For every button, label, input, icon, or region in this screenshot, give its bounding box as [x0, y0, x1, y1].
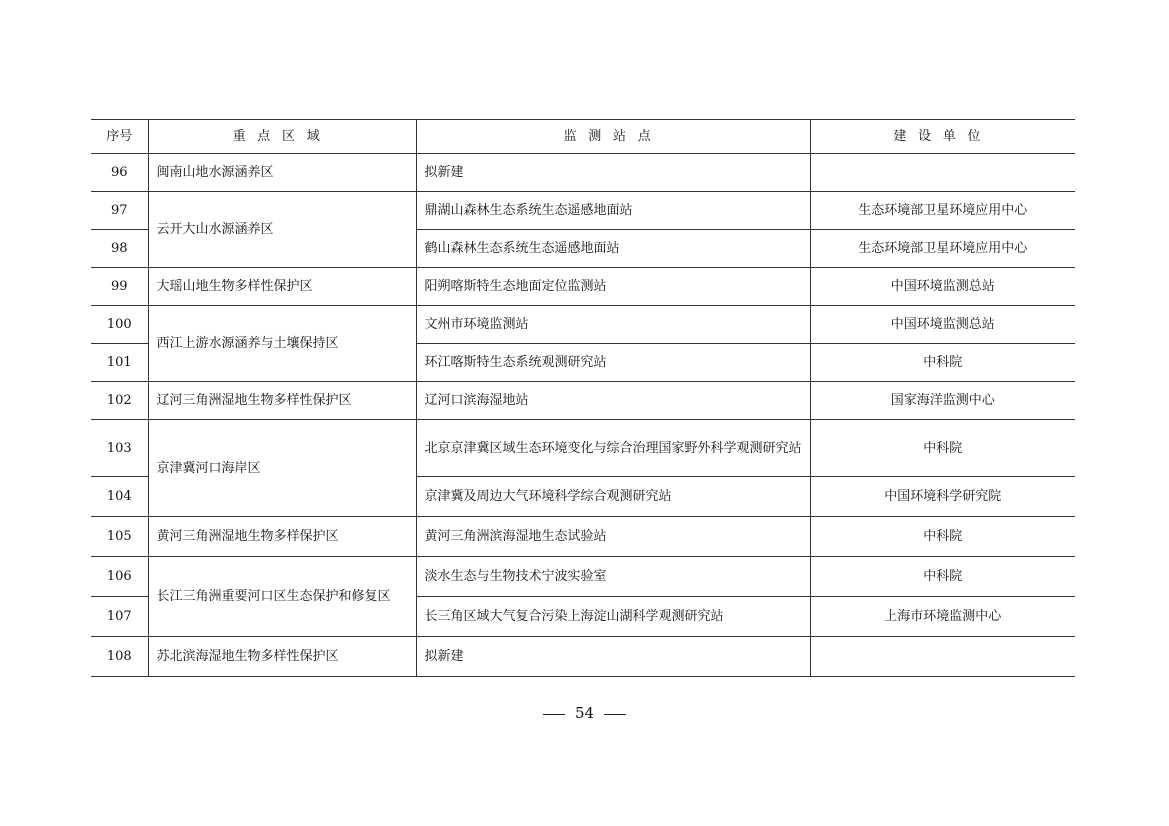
- row-number: 104: [91, 477, 148, 517]
- row-org: 中科院: [810, 557, 1075, 597]
- table-header-row: [91, 120, 1075, 154]
- row-station: 京津冀及周边大气环境科学综合观测研究站: [416, 477, 810, 517]
- row-station: 拟新建: [416, 154, 810, 192]
- table-row: [91, 268, 1075, 306]
- row-region: 西江上游水源涵养与土壤保持区: [148, 306, 416, 382]
- row-region: 辽河三角洲湿地生物多样性保护区: [148, 382, 416, 420]
- row-org: 中国环境监测总站: [810, 306, 1075, 344]
- row-station: 辽河口滨海湿地站: [416, 382, 810, 420]
- page-footer: [0, 704, 1169, 722]
- header-region: 重点区域: [148, 120, 416, 154]
- header-num: 序号: [91, 120, 148, 154]
- row-org: 上海市环境监测中心: [810, 597, 1075, 637]
- header-org: 建设单位: [810, 120, 1075, 154]
- row-station: 拟新建: [416, 637, 810, 677]
- row-station: 文州市环境监测站: [416, 306, 810, 344]
- row-region: 大瑶山地生物多样性保护区: [148, 268, 416, 306]
- row-region: 苏北滨海湿地生物多样性保护区: [148, 637, 416, 677]
- row-number: 106: [91, 557, 148, 597]
- page-number: 54: [574, 704, 595, 722]
- row-station: 淡水生态与生物技术宁波实验室: [416, 557, 810, 597]
- row-region: 闽南山地水源涵养区: [148, 154, 416, 192]
- row-number: 99: [91, 268, 148, 306]
- row-org: 中国环境科学研究院: [810, 477, 1075, 517]
- table-row: [91, 557, 1075, 597]
- row-station: 鹤山森林生态系统生态遥感地面站: [416, 230, 810, 268]
- row-org: 中科院: [810, 517, 1075, 557]
- row-region: 黄河三角洲湿地生物多样保护区: [148, 517, 416, 557]
- table-row: [91, 306, 1075, 344]
- row-org: 生态环境部卫星环境应用中心: [810, 230, 1075, 268]
- table-row: [91, 420, 1075, 477]
- row-org: [810, 154, 1075, 192]
- row-number: 102: [91, 382, 148, 420]
- row-org: 中科院: [810, 420, 1075, 477]
- row-org: 国家海洋监测中心: [810, 382, 1075, 420]
- row-number: 97: [91, 192, 148, 230]
- row-station: 鼎湖山森林生态系统生态遥感地面站: [416, 192, 810, 230]
- row-number: 98: [91, 230, 148, 268]
- row-org: [810, 637, 1075, 677]
- row-number: 107: [91, 597, 148, 637]
- row-number: 96: [91, 154, 148, 192]
- row-station: 长三角区域大气复合污染上海淀山湖科学观测研究站: [416, 597, 810, 637]
- row-number: 108: [91, 637, 148, 677]
- row-number: 101: [91, 344, 148, 382]
- row-region: 长江三角洲重要河口区生态保护和修复区: [148, 557, 416, 637]
- header-station: 监测站点: [416, 120, 810, 154]
- row-station: 黄河三角洲滨海湿地生态试验站: [416, 517, 810, 557]
- row-org: 中科院: [810, 344, 1075, 382]
- row-org: 中国环境监测总站: [810, 268, 1075, 306]
- table-row: [91, 192, 1075, 230]
- table-row: [91, 517, 1075, 557]
- left-dash: [543, 714, 565, 715]
- row-number: 103: [91, 420, 148, 477]
- row-station: 阳朔喀斯特生态地面定位监测站: [416, 268, 810, 306]
- row-region: 京津冀河口海岸区: [148, 420, 416, 517]
- row-station: 环江喀斯特生态系统观测研究站: [416, 344, 810, 382]
- table-row: [91, 382, 1075, 420]
- table-row: [91, 154, 1075, 192]
- row-number: 105: [91, 517, 148, 557]
- table-row: [91, 637, 1075, 677]
- monitoring-station-table: [91, 119, 1075, 677]
- row-number: 100: [91, 306, 148, 344]
- row-org: 生态环境部卫星环境应用中心: [810, 192, 1075, 230]
- right-dash: [604, 714, 626, 715]
- row-region: 云开大山水源涵养区: [148, 192, 416, 268]
- row-station: 北京京津冀区域生态环境变化与综合治理国家野外科学观测研究站: [416, 420, 810, 477]
